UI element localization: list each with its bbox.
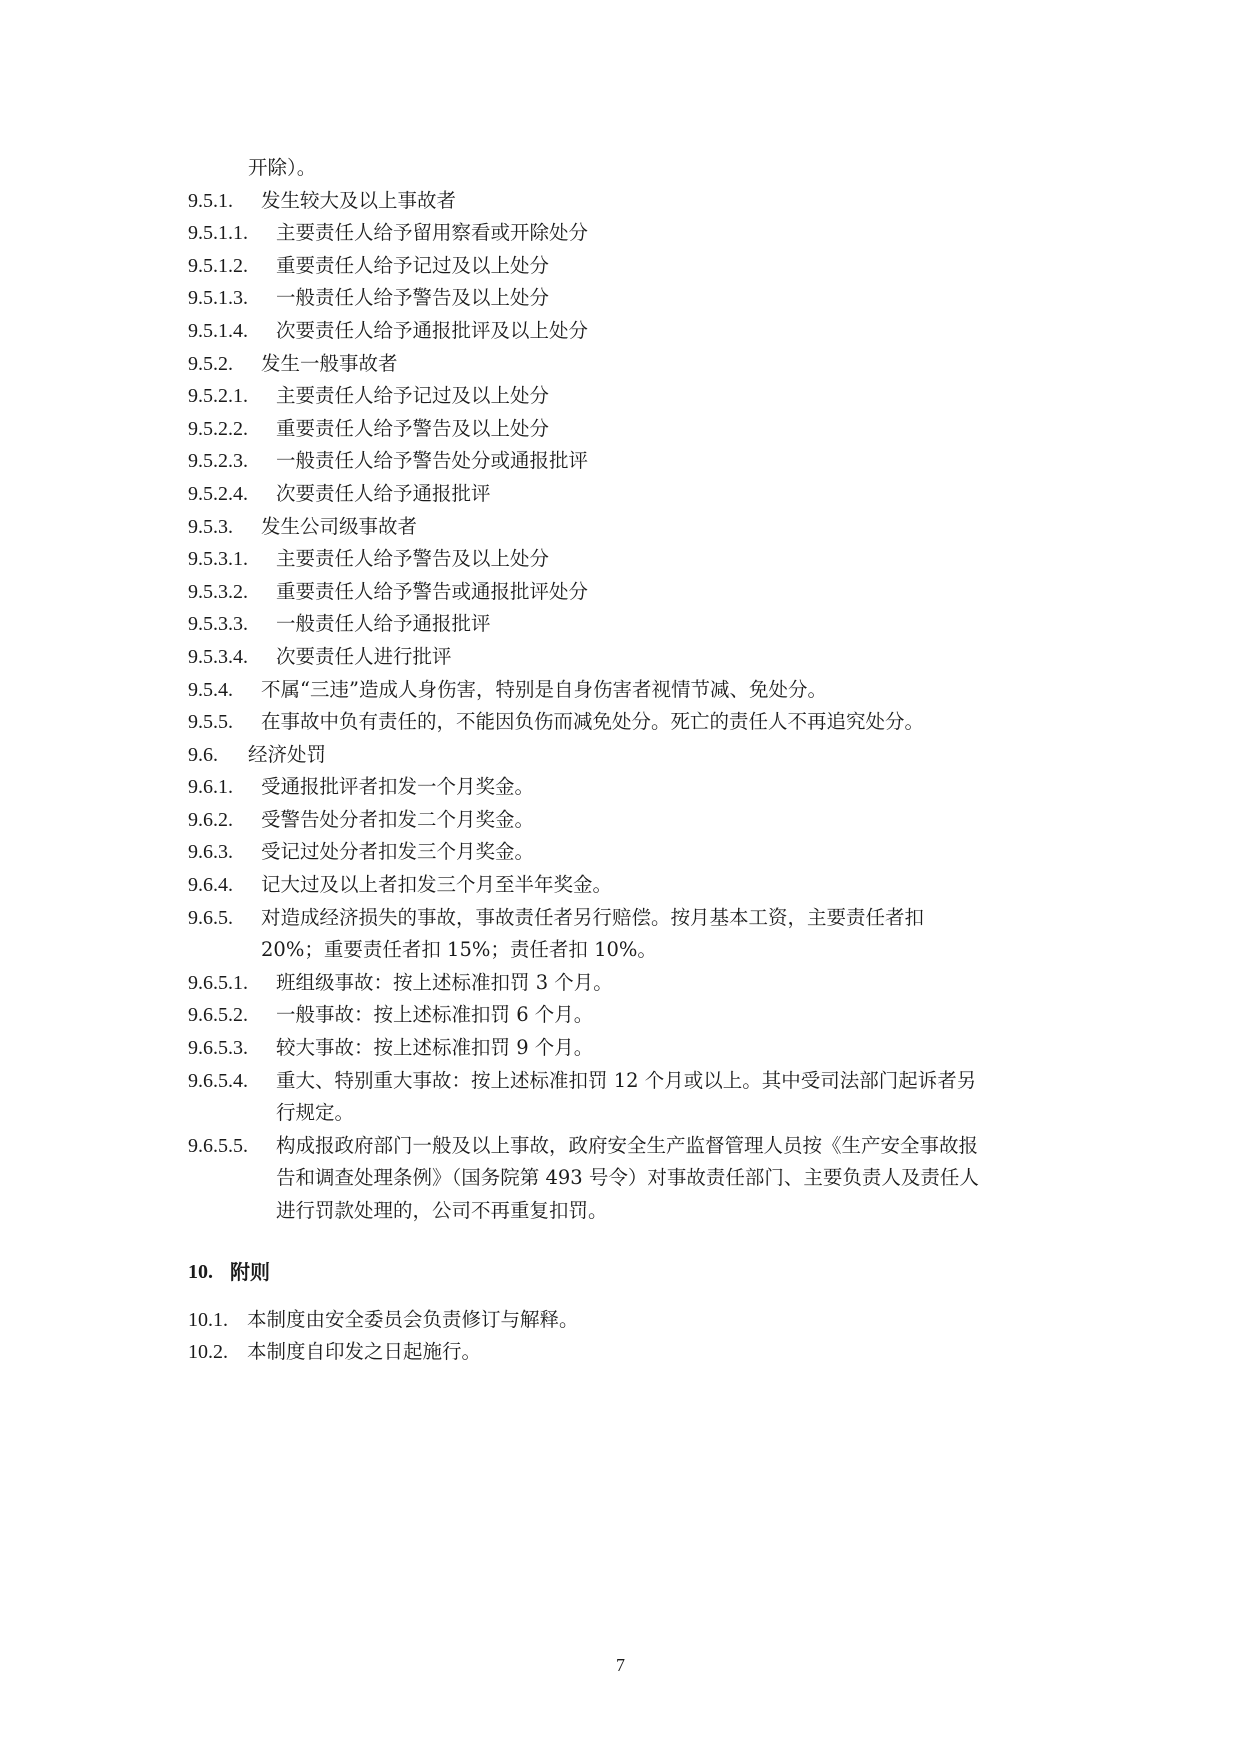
clause-number: 9.6.5.4. — [188, 1069, 248, 1092]
clause-text: 班组级事故：按上述标准扣罚 3 个月。 — [276, 970, 613, 994]
clause-line — [188, 1336, 1068, 1369]
clause-text: 主要责任人给予记过及以上处分 — [276, 384, 550, 408]
clause-number: 9.5.3. — [188, 515, 233, 538]
clause-text: 构成报政府部门一般及以上事故，政府安全生产监督管理人员按《生产安全事故报 — [276, 1133, 979, 1157]
clause-number: 9.5.2.2. — [188, 417, 248, 440]
clause-line — [188, 641, 1068, 674]
clause-text: 重要责任人给予警告或通报批评处分 — [276, 579, 589, 603]
clause-number: 9.5.1. — [188, 189, 233, 212]
clause-text: 较大事故：按上述标准扣罚 9 个月。 — [276, 1036, 594, 1060]
clause-text: 一般事故：按上述标准扣罚 6 个月。 — [276, 1003, 594, 1027]
clause-line — [188, 445, 1068, 478]
section-number: 10. — [188, 1260, 213, 1283]
clause-line — [188, 380, 1068, 413]
clause-continuation — [188, 1162, 1068, 1195]
clause-line — [188, 511, 1068, 544]
clause-text: 重要责任人给予记过及以上处分 — [276, 253, 550, 277]
clause-line — [188, 1304, 1068, 1337]
clause-line — [188, 478, 1068, 511]
clause-continuation — [188, 152, 1068, 185]
clause-number: 9.5.2.1. — [188, 385, 248, 408]
clause-text: 本制度自印发之日起施行。 — [247, 1340, 482, 1364]
clause-text: 发生较大及以上事故者 — [261, 188, 457, 212]
clause-continuation — [188, 1195, 1068, 1228]
clause-line — [188, 185, 1068, 218]
clause-number: 9.5.4. — [188, 678, 233, 701]
clause-line — [188, 706, 1068, 739]
clause-text: 行规定。 — [276, 1101, 355, 1125]
clause-continuation — [188, 1097, 1068, 1130]
clause-text: 次要责任人给予通报批评 — [276, 481, 491, 505]
clause-number: 9.5.5. — [188, 711, 233, 734]
clause-text: 发生一般事故者 — [261, 351, 398, 375]
clause-list — [188, 152, 1068, 1228]
clause-line — [188, 967, 1068, 1000]
clause-text: 受记过处分者扣发三个月奖金。 — [261, 840, 535, 864]
clause-number: 9.6.5.3. — [188, 1037, 248, 1060]
clause-line — [188, 608, 1068, 641]
clause-number: 9.5.2.3. — [188, 450, 248, 473]
clause-continuation — [188, 934, 1068, 967]
clause-text: 记大过及以上者扣发三个月至半年奖金。 — [261, 873, 613, 897]
clause-number: 9.6.5.5. — [188, 1134, 248, 1157]
clause-text: 在事故中负有责任的，不能因负伤而减免处分。死亡的责任人不再追究处分。 — [261, 710, 925, 734]
clause-text: 本制度由安全委员会负责修订与解释。 — [247, 1307, 579, 1331]
clause-line — [188, 543, 1068, 576]
clause-line — [188, 674, 1068, 707]
clause-text: 不属“三违”造成人身伤害，特别是自身伤害者视情节减、免处分。 — [261, 677, 827, 701]
clause-line — [188, 217, 1068, 250]
clause-number: 9.5.1.3. — [188, 287, 248, 310]
clause-number: 9.5.2. — [188, 352, 233, 375]
clause-number: 9.5.2.4. — [188, 482, 248, 505]
clause-text: 告和调查处理条例》（国务院第 493 号令）对事故责任部门、主要负责人及责任人 — [276, 1166, 979, 1190]
section-heading — [188, 1256, 1068, 1288]
clause-number: 9.5.3.1. — [188, 548, 248, 571]
clause-line — [188, 869, 1068, 902]
clause-text: 主要责任人给予警告及以上处分 — [276, 547, 550, 571]
clause-line — [188, 804, 1068, 837]
document-body — [188, 152, 1068, 1369]
clause-text: 一般责任人给予通报批评 — [276, 612, 491, 636]
clause-text: 一般责任人给予警告处分或通报批评 — [276, 449, 589, 473]
clause-text: 受通报批评者扣发一个月奖金。 — [261, 775, 535, 799]
clause-number: 9.5.3.2. — [188, 580, 248, 603]
clause-text: 发生公司级事故者 — [261, 514, 418, 538]
clause-line — [188, 902, 1068, 935]
clause-line — [188, 1032, 1068, 1065]
page-number: 7 — [616, 1655, 625, 1675]
clause-text: 次要责任人给予通报批评及以上处分 — [276, 318, 589, 342]
clause-line — [188, 250, 1068, 283]
clause-text: 对造成经济损失的事故，事故责任者另行赔偿。按月基本工资，主要责任者扣 — [261, 905, 925, 929]
clause-text: 一般责任人给予警告及以上处分 — [276, 286, 550, 310]
clause-number: 9.6.1. — [188, 776, 233, 799]
clause-number: 9.5.1.2. — [188, 254, 248, 277]
clause-number: 9.6.5.2. — [188, 1004, 248, 1027]
section-title: 附则 — [230, 1259, 270, 1284]
clause-line — [188, 999, 1068, 1032]
clause-text: 20%；重要责任者扣 15%；责任者扣 10%。 — [261, 938, 657, 962]
clause-number: 9.6. — [188, 743, 218, 766]
clause-text: 经济处罚 — [248, 742, 327, 766]
clause-line — [188, 315, 1068, 348]
clause-number: 9.5.1.4. — [188, 319, 248, 342]
clause-number: 9.5.1.1. — [188, 222, 248, 245]
clause-line — [188, 1065, 1068, 1098]
clause-number: 9.6.5. — [188, 906, 233, 929]
clause-text: 重要责任人给予警告及以上处分 — [276, 416, 550, 440]
clause-number: 9.6.3. — [188, 841, 233, 864]
clause-line — [188, 576, 1068, 609]
clause-line — [188, 282, 1068, 315]
clause-text: 受警告处分者扣发二个月奖金。 — [261, 807, 535, 831]
clause-text: 开除）。 — [248, 156, 317, 179]
clause-number: 9.5.3.4. — [188, 645, 248, 668]
clause-number: 9.5.3.3. — [188, 613, 248, 636]
clause-text: 主要责任人给予留用察看或开除处分 — [276, 221, 589, 245]
clause-line — [188, 771, 1068, 804]
clause-text: 次要责任人进行批评 — [276, 644, 452, 668]
clause-line — [188, 739, 1068, 772]
clause-text: 进行罚款处理的，公司不再重复扣罚。 — [276, 1199, 608, 1222]
clause-line — [188, 413, 1068, 446]
clause-number: 9.6.5.1. — [188, 971, 248, 994]
clause-number: 10.1. — [188, 1308, 228, 1331]
clause-number: 9.6.2. — [188, 808, 233, 831]
clause-line — [188, 836, 1068, 869]
clause-line — [188, 1130, 1068, 1163]
clause-line — [188, 348, 1068, 381]
clause-number: 9.6.4. — [188, 874, 233, 897]
clause-text: 重大、特别重大事故：按上述标准扣罚 12 个月或以上。其中受司法部门起诉者另 — [276, 1068, 977, 1092]
section-clause-list — [188, 1304, 1068, 1369]
clause-number: 10.2. — [188, 1341, 228, 1364]
